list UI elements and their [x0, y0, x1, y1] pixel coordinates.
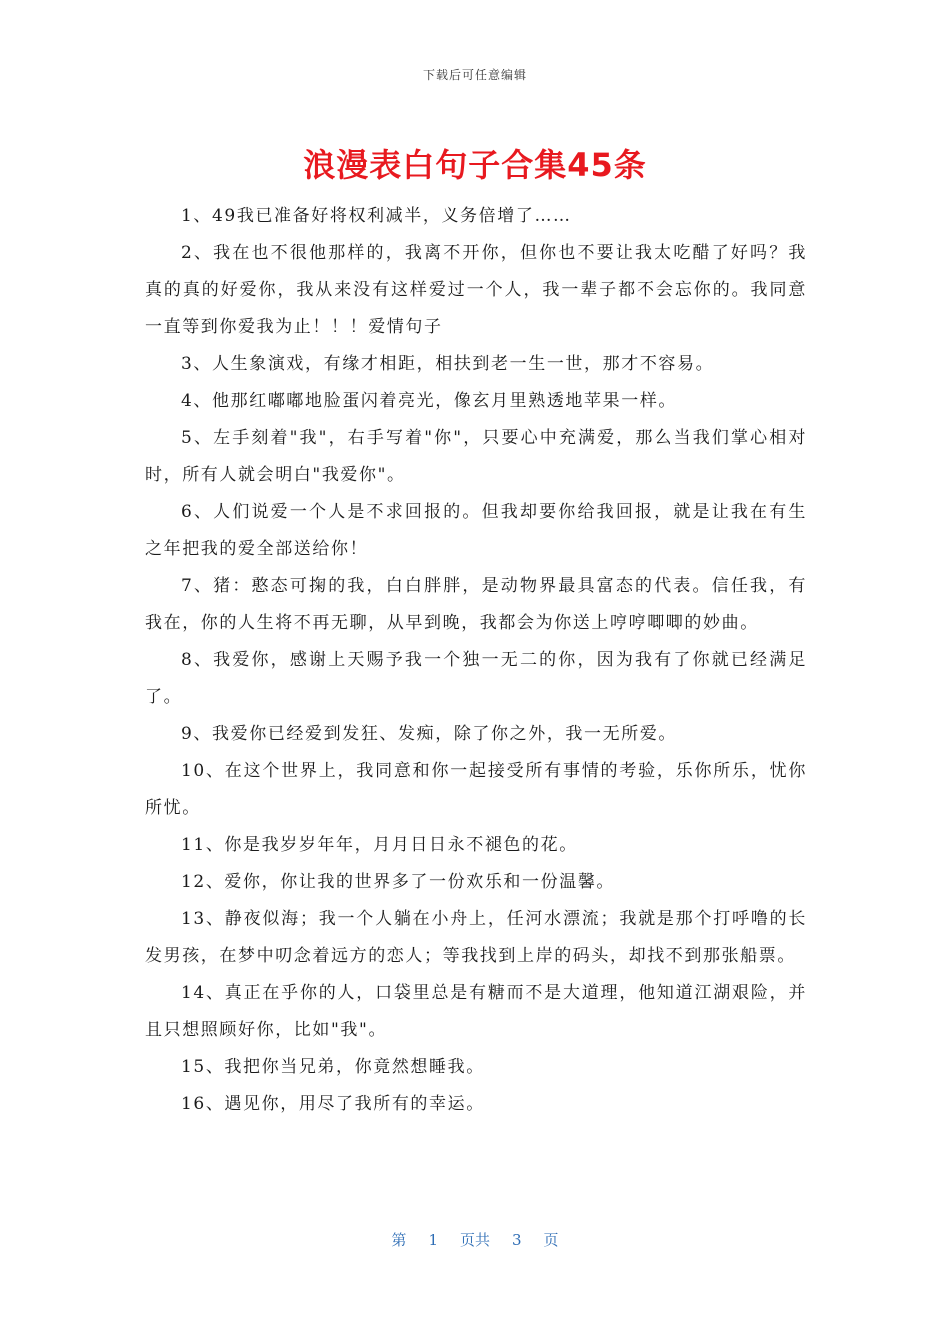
document-title: 浪漫表白句子合集45条 [303, 146, 647, 184]
paragraph: 9、我爱你已经爱到发狂、发痴，除了你之外，我一无所爱。 [181, 724, 678, 744]
paragraph: 16、遇见你，用尽了我所有的幸运。 [181, 1094, 485, 1114]
paragraph: 10、在这个世界上，我同意和你一起接受所有事情的考验，乐你所乐，忧你所忧。 [145, 761, 807, 818]
footer-prefix: 第 [391, 1231, 407, 1249]
paragraph: 7、猪：憨态可掬的我，白白胖胖，是动物界最具富态的代表。信任我，有我在，你的人生将不再无聊，从早到晚，我都会为你送上哼哼唧唧的妙曲。 [145, 576, 807, 633]
paragraph: 1、49我已准备好将权利减半，义务倍增了…… [181, 206, 572, 226]
total-pages-number: 3 [512, 1231, 522, 1249]
document-body [145, 198, 807, 1123]
paragraph: 3、人生象演戏，有缘才相距，相扶到老一生一世，那才不容易。 [181, 354, 715, 374]
paragraph: 11、你是我岁岁年年，月月日日永不褪色的花。 [181, 835, 578, 855]
paragraph: 15、我把你当兄弟，你竟然想睡我。 [181, 1057, 485, 1077]
paragraph: 14、真正在乎你的人，口袋里总是有糖而不是大道理，他知道江湖艰险，并且只想照顾好你，比如"我"。 [145, 983, 807, 1040]
footer-middle: 页共 [459, 1231, 490, 1249]
paragraph: 12、爱你，你让我的世界多了一份欢乐和一份温馨。 [181, 872, 616, 892]
header-note: 下载后可任意编辑 [422, 68, 527, 82]
page-footer [0, 1229, 950, 1250]
paragraph: 4、他那红嘟嘟地脸蛋闪着亮光，像玄月里熟透地苹果一样。 [181, 391, 678, 411]
current-page-number: 1 [428, 1231, 438, 1249]
paragraph: 8、我爱你，感谢上天赐予我一个独一无二的你，因为我有了你就已经满足了。 [145, 650, 807, 707]
paragraph: 6、人们说爱一个人是不求回报的。但我却要你给我回报，就是让我在有生之年把我的爱全部送给你！ [145, 502, 807, 559]
footer-suffix: 页 [543, 1231, 559, 1249]
paragraph: 2、我在也不很他那样的，我离不开你，但你也不要让我太吃醋了好吗？我真的真的好爱你，我从来没有这样爱过一个人，我一辈子都不会忘你的。我同意一直等到你爱我为止！！！爱情句子 [145, 243, 807, 337]
paragraph: 13、静夜似海；我一个人躺在小舟上，任河水漂流；我就是那个打呼噜的长发男孩，在梦中叨念着远方的恋人；等我找到上岸的码头，却找不到那张船票。 [145, 909, 807, 966]
paragraph: 5、左手刻着"我"，右手写着"你"，只要心中充满爱，那么当我们掌心相对时，所有人就会明白"我爱你"。 [145, 428, 807, 485]
